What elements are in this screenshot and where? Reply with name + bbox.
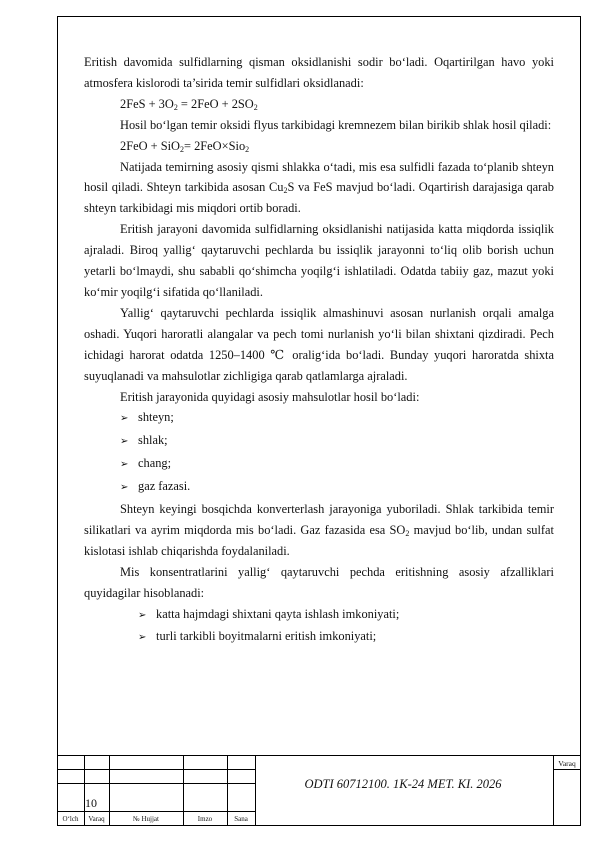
paragraph: Eritish davomida sulfidlarning qisman oksidlanishi sodir bo‘ladi. Oqartirilgan havo yoki atmosfera kislorodi ta’sirida temir sulfidlari oksidlanadi: <box>84 55 554 90</box>
varaq-label: Varaq <box>558 759 576 768</box>
paragraph: Mis konsentratlarini yallig‘ qaytaruvchi pechda eritishning asosiy afzalliklari quyidagilar hisoblanadi: <box>84 564 554 600</box>
equation-fes: $2FeS + 3O_2 = 2FeO + 2SO_2$ <box>120 96 258 112</box>
paragraph: Eritish jarayoni davomida sulfidlarning oksidlanishi natijasida katta miqdorda issiqlik ajraladi. Biroq yallig‘ qaytaruvchi pechlarda bu issiqlik jarayonni to‘liq olib borish uchun yetarli bo‘lmaydi, shu sababli qo‘shimcha yoqilg‘i ishlatiladi. Odatda tabiiy gaz, mazut yoki ko‘mir yoqilg‘i sifatida qo‘llaniladi. <box>84 222 554 299</box>
col-label-olch: O‘lch <box>62 815 79 823</box>
list-item: ➢ gaz fazasi. <box>84 476 554 499</box>
col-label-hujjat: № Hujjat <box>133 815 159 823</box>
list-item: ➢ shlak; <box>84 430 554 453</box>
document-body <box>84 52 554 649</box>
divider <box>57 755 581 756</box>
paragraph: Hosil bo‘lgan temir oksidi flyus tarkibidagi kremnezem bilan birikib shlak hosil qiladi: <box>120 117 552 132</box>
col-label-varaq: Varaq <box>88 815 105 823</box>
arrow-bullet-icon: ➢ <box>120 413 129 425</box>
arrow-bullet-icon: ➢ <box>138 609 147 621</box>
divider <box>57 769 255 770</box>
col-label-sana: Sana <box>234 815 248 823</box>
list-item: ➢ shteyn; <box>84 407 554 430</box>
list-item: ➢ chang; <box>84 453 554 476</box>
arrow-bullet-icon: ➢ <box>138 632 147 644</box>
page-number: 10 <box>85 796 97 810</box>
list-item: ➢ katta hajmdagi shixtani qayta ishlash imkoniyati; <box>84 604 554 627</box>
arrow-bullet-icon: ➢ <box>120 436 129 448</box>
document-code: ODTI 60712100. 1K-24 MET. KI. 2026 <box>304 777 502 791</box>
divider <box>57 811 255 812</box>
divider <box>553 769 581 770</box>
divider <box>57 783 255 784</box>
paragraph: Eritish jarayonida quyidagi asosiy mahsulotlar hosil bo‘ladi: <box>120 389 420 404</box>
arrow-bullet-icon: ➢ <box>120 459 129 471</box>
equation-feo: 2FeO + SiO$_2$= 2FeO×Sio$_2$ <box>120 138 250 154</box>
arrow-bullet-icon: ➢ <box>120 482 129 494</box>
list-item: ➢ turli tarkibli boyitmalarni eritish imkoniyati; <box>84 626 554 649</box>
col-label-imzo: Imzo <box>197 815 213 823</box>
paragraph: Yallig‘ qaytaruvchi pechlarda issiqlik almashinuvi asosan nurlanish orqali amalga oshadi. Yuqori haroratli alangalar va pech tomi nurlanish yo‘li bilan shixtani qizdiradi. Pech ichidagi harorat odatda 1250–1400 ℃ oralig‘ida bo‘ladi. Bunday yuqori haroratda shixta suyuqlanadi va mahsulotlar zichligiga qarab qatlamlarga ajraladi. <box>84 305 554 383</box>
paragraph: Natijada temirning asosiy qismi shlakka o‘tadi, mis esa sulfidli fazada to‘planib shteyn hosil qiladi. Shteyn tarkibida asosan $Cu_2S$ va FeS mavjud bo‘ladi. Oqartirish darajasiga qarab shteyn tarkibidagi mis miqdori ortib boradi. <box>84 159 555 216</box>
paragraph: Shteyn keyingi bosqichda konverterlash jarayoniga yuboriladi. Shlak tarkibida temir silikatlari va ayrim miqdorda mis bo‘ladi. Gaz fazasida esa $SO_2$ mavjud bo‘lib, undan sulfat kislotasi ishlab chiqarishda foydalaniladi. <box>84 502 554 558</box>
